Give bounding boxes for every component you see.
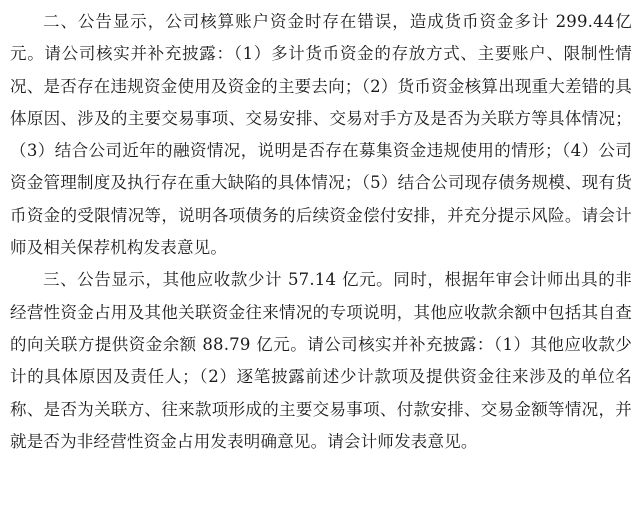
paragraph-section-three: 三、公告显示，其他应收款少计 57.14 亿元。同时，根据年审会计师出具的非经营性资金占用及其他关联资金往来情况的专项说明，其他应收款余额中包括其自查的向关联方提供资金余额 88.79 亿元。请公司核实并补充披露：（1）其他应收款少计的具体原因及责任人；（2）逐笔披露前述少计款项及提供资金往来涉及的单位名称、是否为关联方、往来款项形成的主要交易事项、付款安排、交易金额等情况，并就是否为非经营性资金占用发表明确意见。请会计师发表意见。: [10, 270, 632, 451]
paragraph-section-two: 二、公告显示，公司核算账户资金时存在错误，造成货币资金多计 299.44亿元。请公司核实并补充披露：（1）多计货币资金的存放方式、主要账户、限制性情况、是否存在违规资金使用及资金的主要去向；（2）货币资金核算出现重大差错的具体原因、涉及的主要交易事项、交易安排、交易对手方及是否为关联方等具体情况；（3）结合公司近年的融资情况，说明是否存在募集资金违规使用的情形；（4）公司资金管理制度及执行存在重大缺陷的具体情况；（5）结合公司现存债务规模、现有货币资金的受限情况等，说明各项债务的后续资金偿付安排，并充分提示风险。请会计师及相关保荐机构发表意见。: [10, 12, 632, 258]
